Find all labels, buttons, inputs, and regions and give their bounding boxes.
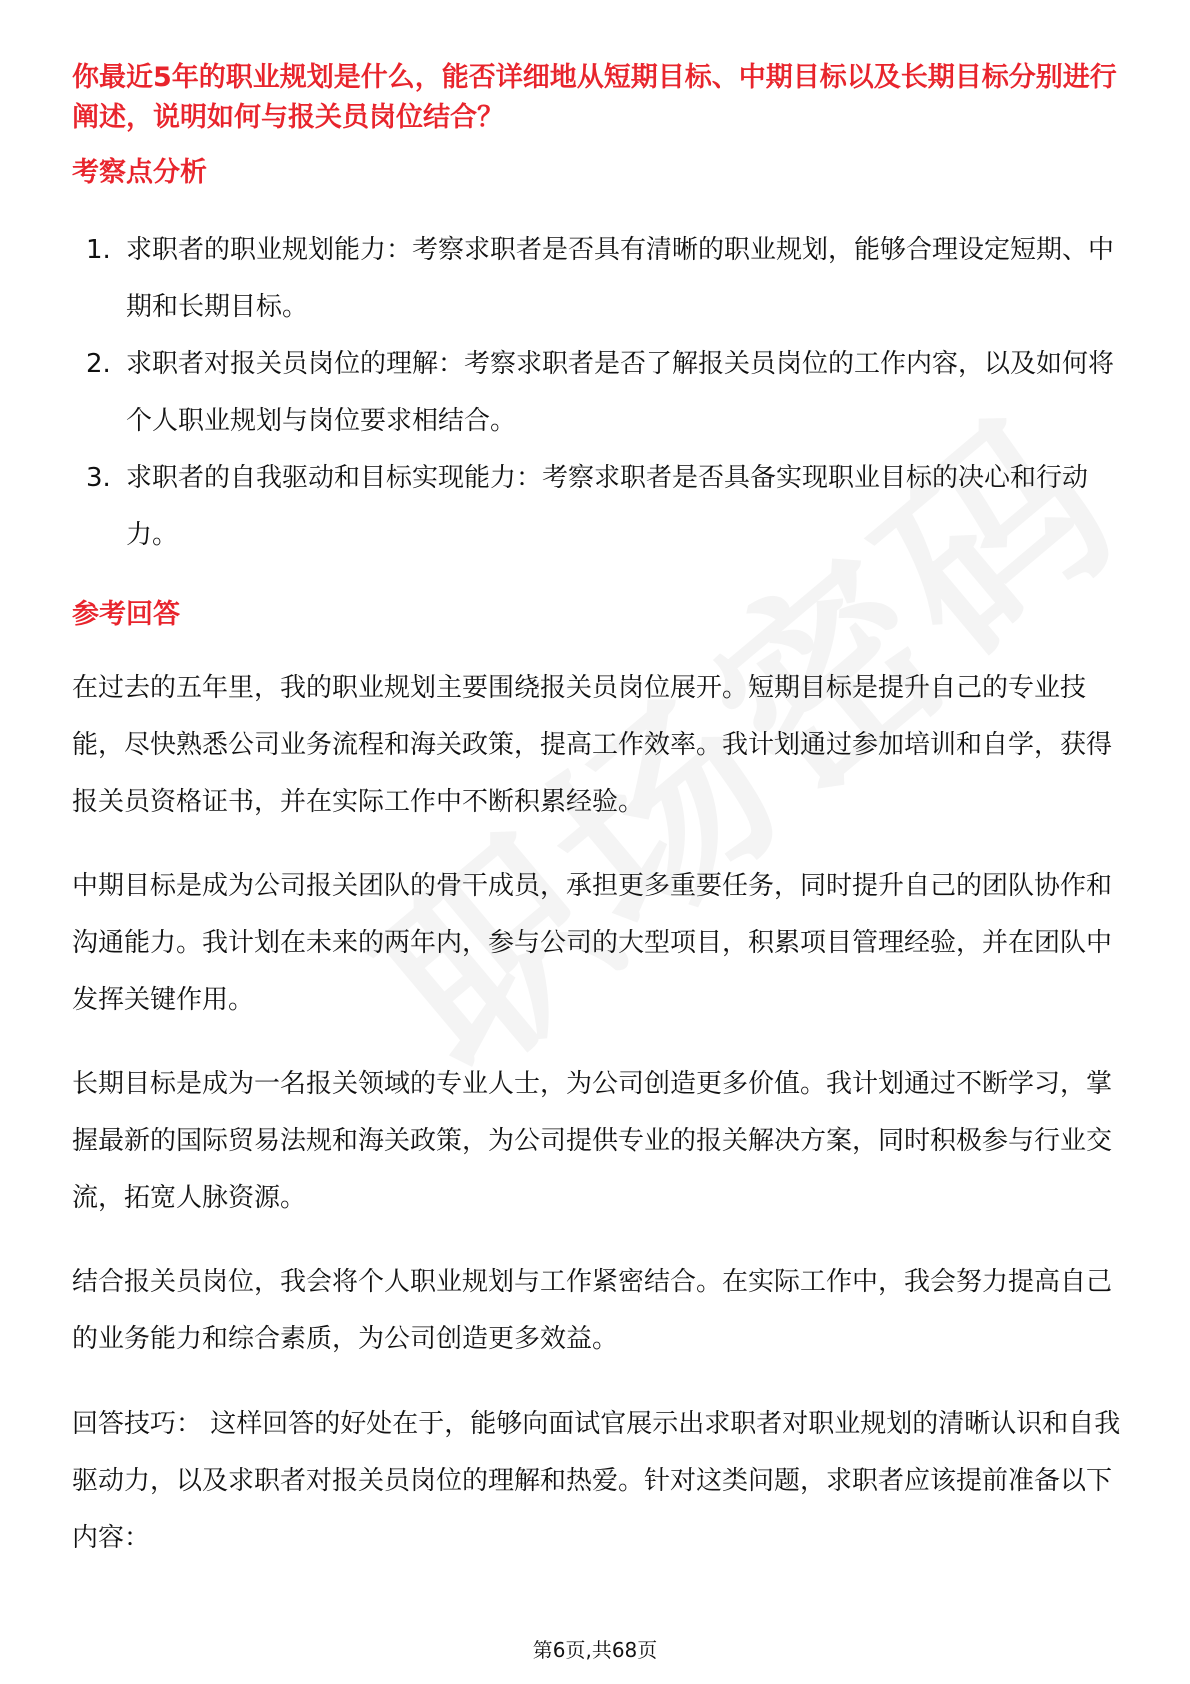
analysis-section-title: 考察点分析 <box>72 157 207 188</box>
answer-paragraph-combination: 结合报关员岗位，我会将个人职业规划与工作紧密结合。在实际工作中，我会努力提高自己的业务能力和综合素质，为公司创造更多效益。 <box>72 1267 1113 1354</box>
list-item <box>72 222 1122 336</box>
list-item-text: 求职者的自我驱动和目标实现能力：考察求职者是否具备实现职业目标的决心和行动力。 <box>126 463 1089 550</box>
list-item <box>72 450 1122 564</box>
page-number-footer: 第6页,共68页 <box>532 1638 658 1662</box>
answer-paragraph-short-term: 在过去的五年里，我的职业规划主要围绕报关员岗位展开。短期目标是提升自己的专业技能，尽快熟悉公司业务流程和海关政策，提高工作效率。我计划通过参加培训和自学，获得报关员资格证书，并在实际工作中不断积累经验。 <box>72 673 1113 817</box>
list-item-number: 3. <box>86 463 111 493</box>
list-item-text: 求职者对报关员岗位的理解：考察求职者是否了解报关员岗位的工作内容，以及如何将个人职业规划与岗位要求相结合。 <box>126 349 1115 436</box>
answer-paragraph-long-term: 长期目标是成为一名报关领域的专业人士，为公司创造更多价值。我计划通过不断学习，掌握最新的国际贸易法规和海关政策，为公司提供专业的报关解决方案，同时积极参与行业交流，拓宽人脉资源。 <box>72 1069 1113 1213</box>
question-heading: 你最近5年的职业规划是什么，能否详细地从短期目标、中期目标以及长期目标分别进行阐述，说明如何与报关员岗位结合？ <box>72 62 1117 133</box>
list-item-text: 求职者的职业规划能力：考察求职者是否具有清晰的职业规划，能够合理设定短期、中期和长期目标。 <box>126 235 1115 322</box>
answer-paragraph-mid-term: 中期目标是成为公司报关团队的骨干成员，承担更多重要任务，同时提升自己的团队协作和沟通能力。我计划在未来的两年内，参与公司的大型项目，积累项目管理经验，并在团队中发挥关键作用。 <box>72 871 1113 1015</box>
answer-tips-paragraph: 回答技巧： 这样回答的好处在于，能够向面试官展示出求职者对职业规划的清晰认识和自我驱动力，以及求职者对报关员岗位的理解和热爱。针对这类问题，求职者应该提前准备以下内容： <box>72 1409 1121 1553</box>
list-item-number: 2. <box>86 349 111 379</box>
answer-section-title: 参考回答 <box>72 599 180 630</box>
analysis-points-list <box>72 222 1122 564</box>
list-item <box>72 336 1122 450</box>
list-item-number: 1. <box>86 235 111 265</box>
